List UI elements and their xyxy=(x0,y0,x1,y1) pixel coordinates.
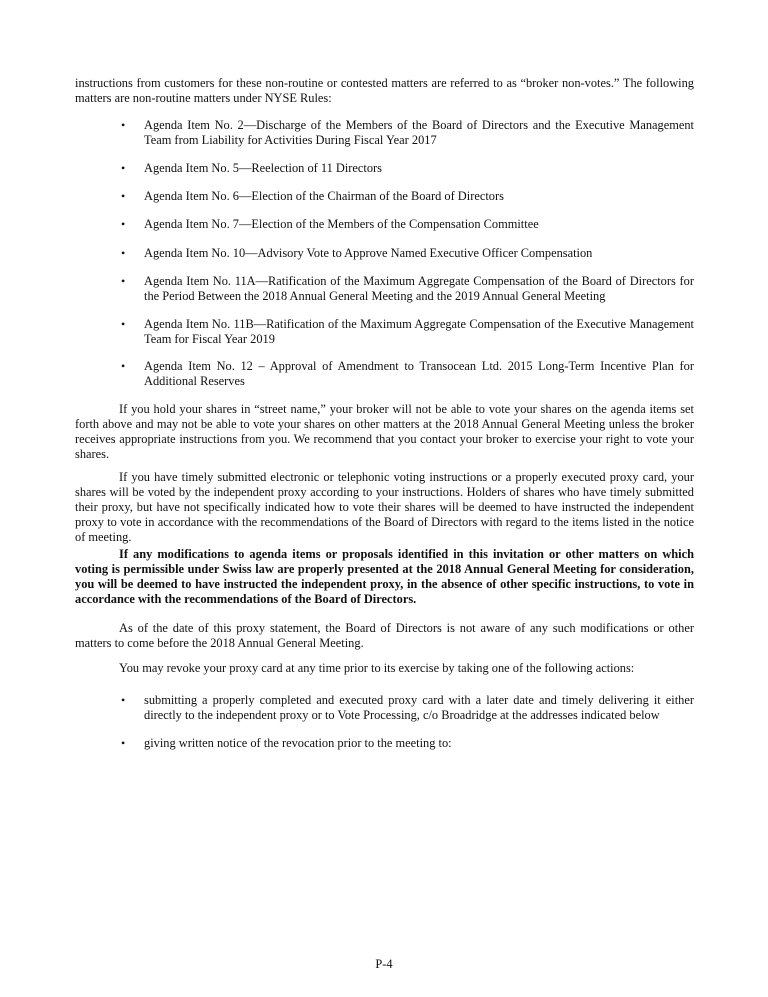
revoke-paragraph: You may revoke your proxy card at any time prior to its exercise by taking one of the following actions: xyxy=(119,661,635,675)
list-item: Agenda Item No. 10—Advisory Vote to Approve Named Executive Officer Compensation xyxy=(144,246,593,260)
list-item: Agenda Item No. 11A—Ratification of the Maximum Aggregate Compensation of the Board of Directors for the Period Between the 2018 Annual General Meeting and the 2019 Annual General Meeting xyxy=(144,274,694,303)
street-name-paragraph: If you hold your shares in “street name,” your broker will not be able to vote your shares on the agenda items set forth above and may not be able to vote your shares on other matters at the 2018 Annual General Meeting unless the broker receives appropriate instructions from you. We recommend that you contact your broker to exercise your right to vote your shares. xyxy=(75,402,694,461)
not-aware-paragraph: As of the date of this proxy statement, the Board of Directors is not aware of any such modifications or other matters to come before the 2018 Annual General Meeting. xyxy=(75,621,694,650)
bullet-icon: • xyxy=(121,189,126,203)
bullet-icon: • xyxy=(121,359,126,373)
list-item: Agenda Item No. 11B—Ratification of the Maximum Aggregate Compensation of the Executive Management Team for Fiscal Year 2019 xyxy=(144,317,694,346)
bullet-icon: • xyxy=(121,161,126,175)
modifications-paragraph: If any modifications to agenda items or proposals identified in this invitation or other matters on which voting is permissible under Swiss law are properly presented at the 2018 Annual General Meeting for consideration, you will be deemed to have instructed the independent proxy, in the absence of other specific instructions, to vote in accordance with the recommendations of the Board of Directors. xyxy=(75,547,694,606)
bullet-icon: • xyxy=(121,217,126,231)
bullet-icon: • xyxy=(121,736,126,750)
list-item: Agenda Item No. 6—Election of the Chairman of the Board of Directors xyxy=(144,189,504,203)
list-item: Agenda Item No. 12 – Approval of Amendment to Transocean Ltd. 2015 Long-Term Incentive Plan for Additional Reserves xyxy=(144,359,694,388)
list-item: Agenda Item No. 2—Discharge of the Members of the Board of Directors and the Executive Management Team from Liability for Activities During Fiscal Year 2017 xyxy=(144,118,694,147)
bullet-icon: • xyxy=(121,317,126,331)
list-item: giving written notice of the revocation prior to the meeting to: xyxy=(144,736,452,750)
list-item: submitting a properly completed and executed proxy card with a later date and timely delivering it either directly to the independent proxy or to Vote Processing, c/o Broadridge at the addresses indicated below xyxy=(144,693,694,722)
voting-instructions-paragraph: If you have timely submitted electronic or telephonic voting instructions or a properly executed proxy card, your shares will be voted by the independent proxy according to your instructions. Holders of shares who have timely submitted their proxy, but have not specifically indicated how to vote their shares will be deemed to have instructed the independent proxy to vote in accordance with the recommendations of the Board of Directors with regard to the items listed in the notice of meeting. xyxy=(75,470,694,544)
bullet-icon: • xyxy=(121,274,126,288)
page-number: P-4 xyxy=(375,957,393,971)
bullet-icon: • xyxy=(121,693,126,707)
list-item: Agenda Item No. 5—Reelection of 11 Directors xyxy=(144,161,382,175)
intro-paragraph: instructions from customers for these non-routine or contested matters are referred to as “broker non-votes.” The following matters are non-routine matters under NYSE Rules: xyxy=(75,76,694,105)
bullet-icon: • xyxy=(121,246,126,260)
bullet-icon: • xyxy=(121,118,126,132)
list-item: Agenda Item No. 7—Election of the Members of the Compensation Committee xyxy=(144,217,539,231)
